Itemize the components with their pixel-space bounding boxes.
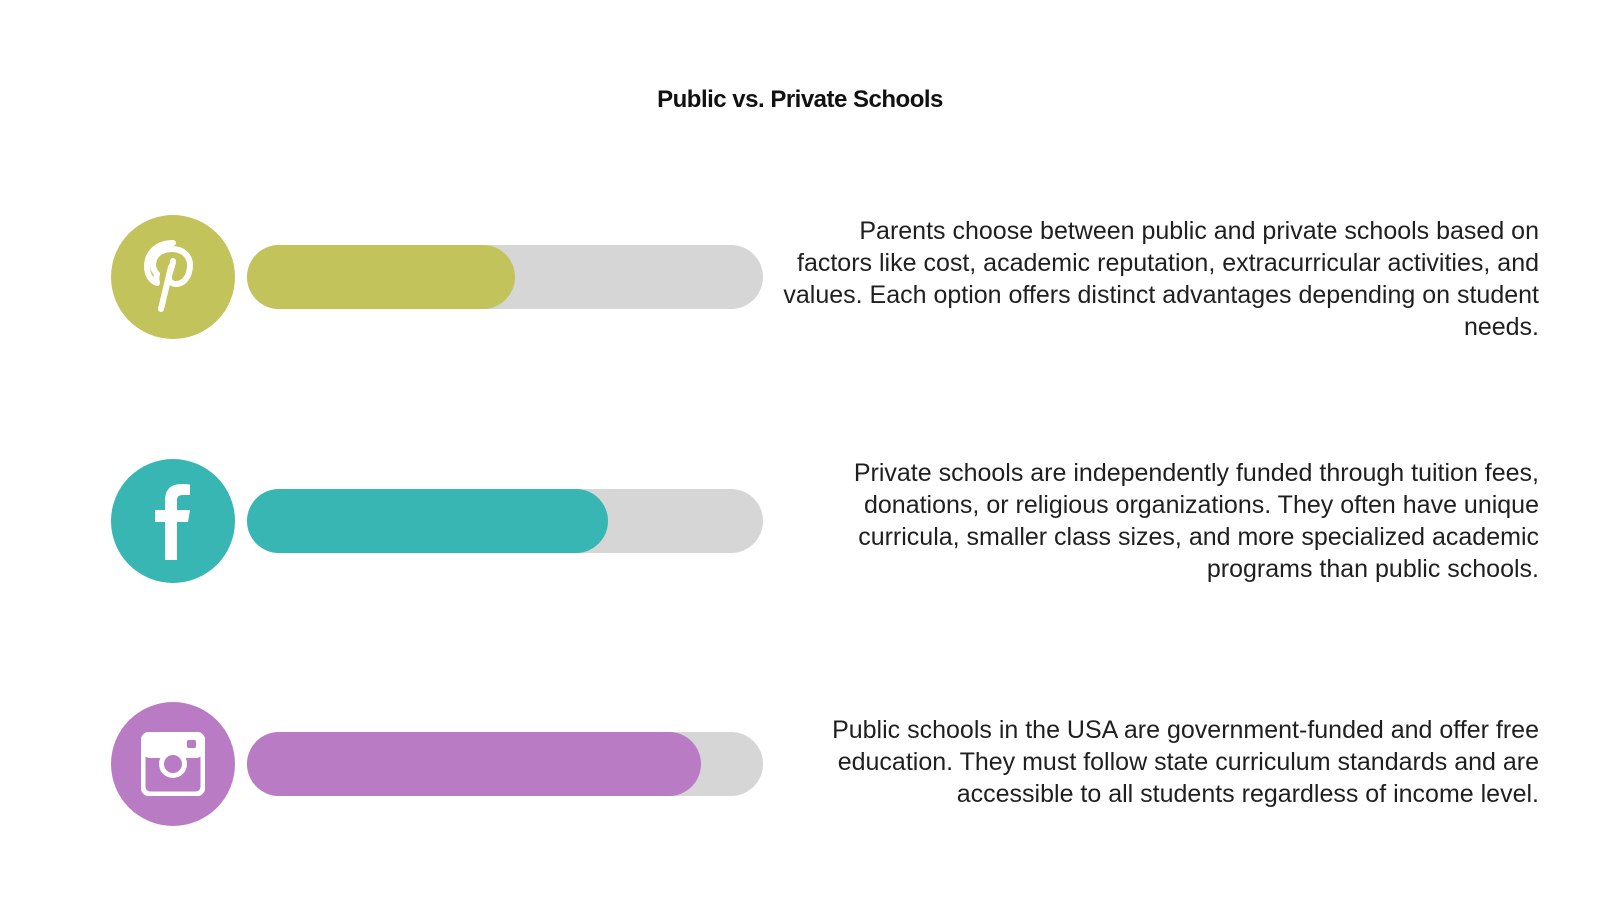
- pinterest-icon-circle: [111, 215, 235, 339]
- progress-track: [247, 245, 763, 309]
- item-description: Public schools in the USA are government-funded and offer free education. They must follow state curriculum standards and are accessible to all students regardless of income level.: [832, 716, 1539, 808]
- progress-fill: [247, 245, 515, 309]
- item-row-pinterest: [0, 215, 1600, 339]
- progress-fill: [247, 732, 701, 796]
- progress-fill: [247, 489, 608, 553]
- item-description: Parents choose between public and private schools based on factors like cost, academic reputation, extracurricular activities, and values. Each option offers distinct advantages depending on student needs.: [783, 217, 1539, 341]
- progress-track: [247, 489, 763, 553]
- instagram-icon: [141, 732, 205, 796]
- facebook-icon: [153, 482, 193, 560]
- item-row-facebook: [0, 459, 1600, 583]
- facebook-icon-circle: [111, 459, 235, 583]
- instagram-icon-circle: [111, 702, 235, 826]
- progress-track: [247, 732, 763, 796]
- item-description: Private schools are independently funded through tuition fees, donations, or religious organizations. They often have unique curricula, smaller class sizes, and more specialized academic programs than public schools.: [853, 459, 1539, 583]
- item-row-instagram: [0, 702, 1600, 826]
- page-title: Public vs. Private Schools: [657, 86, 943, 113]
- pinterest-icon: [141, 239, 205, 315]
